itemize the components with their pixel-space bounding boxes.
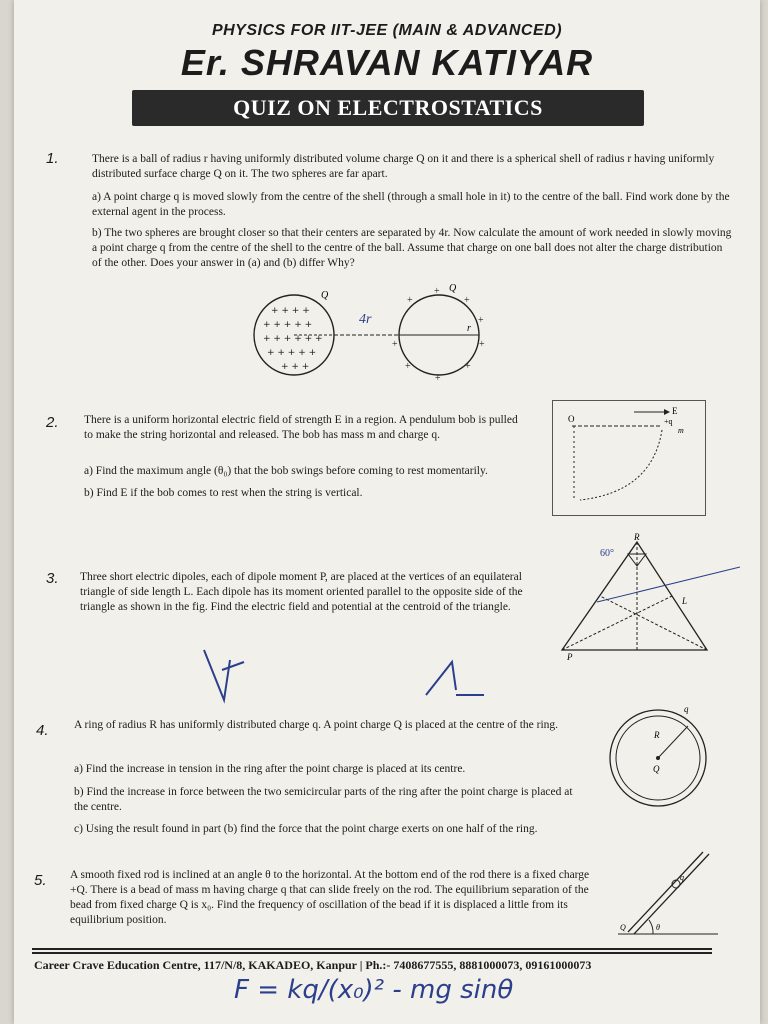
question-4-part-c: c) Using the result found in part (b) find the force that the point charge exerts on one half of the ring. — [74, 823, 538, 835]
question-5-stem: A smooth fixed rod is inclined at an angle θ to the horizontal. At the bottom end of the rod there is a fixed charge +Q. There is a bead of mass m having charge q that can slide freely on the rod. The equilibrium separation of the bead from fixed charge Q is x₀. Find the frequency of oscillation of the bead if it is displaced a little from its equilibrium position. — [70, 869, 590, 926]
field-label: E — [672, 406, 678, 416]
handwritten-formula: F = kq/(x₀)² - mg sinθ — [234, 975, 514, 1005]
svg-text:+: + — [407, 295, 413, 306]
question-2-stem: There is a uniform horizontal electric field of strength E in a region. A pendulum bob is pulled to make the string horizontal and released. The bob has mass m and charge q. — [84, 414, 518, 441]
question-2-number: 2. — [46, 414, 59, 431]
incline-angle-label: θ — [656, 923, 660, 932]
footer-rule-bottom — [32, 952, 712, 954]
question-1-part-a: a) A point charge q is moved slowly from the centre of the shell (through a small hole in it) to the centre of the ball. Find work done by the external agent in the process. — [92, 191, 730, 218]
svg-text:+: + — [434, 286, 440, 297]
author-title: Er. SHRAVAN KATIYAR — [180, 42, 594, 83]
question-1-part-b: b) The two spheres are brought closer so that their centers are separated by 4r. Now calculate the amount of work needed in slowly moving a point charge q from the centre of the shell to the centre of the ball. Assume that charge on one ball does not alter the charge distribution of the other. Does your answer in (a) and (b) differ Why? — [92, 227, 732, 269]
centre-address-footer: Career Crave Education Centre, 117/N/8, KAKADEO, Kanpur | Ph.:- 7408677555, 8881000073, 09161000073 — [34, 958, 592, 972]
svg-text:+: + — [479, 339, 485, 350]
shell-radius-label: r — [467, 323, 471, 334]
svg-text:+: + — [478, 315, 484, 326]
ring-radius-label: R — [654, 730, 660, 740]
svg-text:+: + — [405, 361, 411, 372]
question-1-figure — [249, 285, 529, 395]
question-2-figure — [552, 400, 704, 514]
svg-text:+ + + + +: + + + + + — [267, 348, 317, 358]
handwritten-dipole-sketch — [194, 640, 514, 710]
question-3-number: 3. — [46, 570, 59, 587]
svg-text:+: + — [464, 295, 470, 306]
question-5-number: 5. — [34, 872, 47, 889]
side-label: L — [682, 596, 688, 606]
svg-text:+: + — [465, 361, 471, 372]
question-4-part-b: b) Find the increase in force between the two semicircular parts of the ring after the point charge is placed at the centre. — [74, 786, 573, 813]
angle-label: 60° — [600, 548, 614, 559]
svg-text:+: + — [392, 339, 398, 350]
separation-label: 4r — [359, 312, 372, 327]
bob-charge-label: +q — [664, 417, 673, 426]
svg-text:+ + +: + + + — [281, 362, 310, 372]
question-2-part-a: a) Find the maximum angle (θ₀) that the bob swings before coming to rest momentarily. — [84, 465, 488, 477]
ball-charge-label: Q — [321, 290, 329, 301]
bob-mass-label: m — [678, 426, 684, 435]
question-1-stem: There is a ball of radius r having uniformly distributed volume charge Q on it and there is a spherical shell of radius r having uniformly distributed surface charge Q on it. The two spheres are far apart. — [92, 153, 715, 180]
question-4-stem: A ring of radius R has uniformly distributed charge q. A point charge Q is placed at the centre of the ring. — [74, 719, 559, 731]
centre-charge-label: Q — [653, 764, 660, 774]
svg-text:+ + + + + +: + + + + + + — [263, 334, 323, 344]
question-5-figure — [618, 842, 728, 942]
quiz-banner: QUIZ ON ELECTROSTATICS — [132, 90, 644, 126]
question-4-part-a: a) Find the increase in tension in the ring after the point charge is placed at its centre. — [74, 763, 466, 775]
question-4-figure — [606, 704, 716, 810]
question-4-number: 4. — [36, 722, 49, 739]
bead-charge-label: q — [680, 873, 684, 882]
ring-charge-label: q — [684, 704, 689, 714]
question-1-number: 1. — [46, 150, 59, 167]
svg-text:+ + + +: + + + + — [271, 306, 310, 316]
pivot-label: O — [568, 414, 575, 424]
footer-rule-top — [32, 948, 712, 950]
question-3-figure — [542, 532, 742, 662]
question-3-stem: Three short electric dipoles, each of dipole moment P, are placed at the vertices of an equilateral triangle of side length L. Each dipole has its moment oriented parallel to the opposite side of the triangle as shown in the fig. Find the electric field and potential at the centroid of the triangle. — [80, 571, 523, 613]
base-charge-label: Q — [620, 923, 626, 932]
svg-text:+: + — [435, 373, 441, 384]
vertex-label: R — [634, 532, 640, 542]
question-2-part-b: b) Find E if the bob comes to rest when the string is vertical. — [84, 487, 363, 499]
shell-charge-label: Q — [449, 283, 457, 294]
course-subtitle: PHYSICS FOR IIT-JEE (MAIN & ADVANCED) — [211, 22, 563, 39]
worksheet-page — [14, 0, 760, 1024]
svg-text:+ + + + +: + + + + + — [263, 320, 313, 330]
dipole-label: P — [567, 652, 573, 662]
